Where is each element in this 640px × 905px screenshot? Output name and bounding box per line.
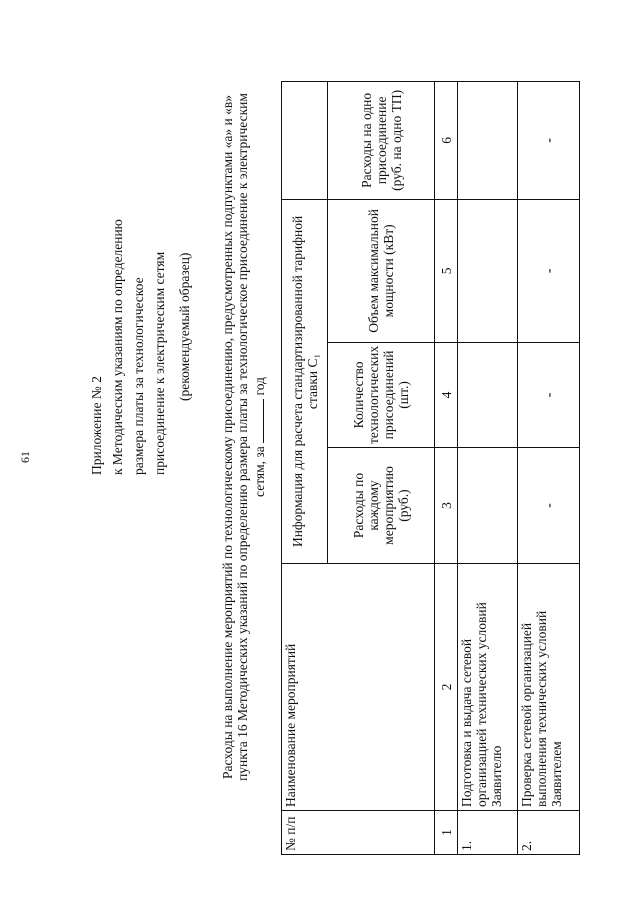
table-title-line-2: пункта 16 Методических указаний по определению размера платы за технологическое присоединение к электрическим bbox=[235, 93, 250, 781]
col-number: 6 bbox=[435, 81, 458, 199]
column-numbers-row bbox=[435, 81, 458, 854]
row-per-connection bbox=[458, 81, 518, 199]
header-empty-corner bbox=[282, 81, 328, 199]
appendix-line-3: присоединение к электрическим сетям bbox=[152, 251, 167, 475]
table-title-line-3 bbox=[251, 19, 267, 855]
row-capacity: - bbox=[518, 199, 580, 342]
header-count: Количество технологических присоединений (шт.) bbox=[328, 342, 435, 447]
row-cost: - bbox=[518, 448, 580, 564]
table-title-prefix: сетям, за bbox=[252, 446, 267, 497]
table-row bbox=[518, 81, 580, 854]
row-name: Проверка сетевой организацией выполнения технических условий Заявителем bbox=[518, 564, 580, 811]
row-name: Подготовка и выдача сетевой организацией технических условий Заявителю bbox=[458, 564, 518, 811]
header-group: Информация для расчета стандартизированной тарифной ставки С₁ bbox=[282, 199, 328, 563]
table-header-row bbox=[282, 81, 328, 854]
row-count bbox=[458, 342, 518, 447]
recommended-sample-note: (рекомендуемый образец) bbox=[177, 252, 192, 401]
row-cost bbox=[458, 448, 518, 564]
header-capacity: Объем максимальной мощности (кВт) bbox=[328, 199, 435, 342]
row-capacity bbox=[458, 199, 518, 342]
row-num: 2. bbox=[518, 811, 580, 855]
table-title-suffix: год bbox=[252, 377, 267, 396]
table-title bbox=[220, 19, 267, 855]
col-number: 2 bbox=[435, 564, 458, 811]
page-number: 61 bbox=[18, 451, 32, 463]
row-count: - bbox=[518, 342, 580, 447]
appendix-line-2: размера платы за технологическое bbox=[131, 277, 146, 475]
header-name: Наименование мероприятий bbox=[282, 564, 435, 811]
col-number: 4 bbox=[435, 342, 458, 447]
table-title-line-1: Расходы на выполнение мероприятий по технологическому присоединению, предусмотренных подпунктами «а» и «в» bbox=[220, 94, 235, 780]
row-num: 1. bbox=[458, 811, 518, 855]
header-num: № п/п bbox=[282, 811, 435, 855]
header-cost-per-event: Расходы по каждому мероприятию (руб.) bbox=[328, 448, 435, 564]
row-per-connection: - bbox=[518, 81, 580, 199]
appendix-header bbox=[86, 219, 170, 475]
appendix-title: Приложение № 2 bbox=[89, 376, 104, 475]
appendix-line-1: к Методическим указаниям по определению bbox=[110, 219, 125, 475]
table-row bbox=[458, 81, 518, 854]
col-number: 1 bbox=[435, 811, 458, 855]
expenses-table bbox=[281, 81, 580, 855]
header-cost-per-connection: Расходы на одно присоединение (руб. на одно ТП) bbox=[328, 81, 435, 199]
col-number: 5 bbox=[435, 199, 458, 342]
year-blank-line bbox=[251, 399, 264, 443]
col-number: 3 bbox=[435, 448, 458, 564]
